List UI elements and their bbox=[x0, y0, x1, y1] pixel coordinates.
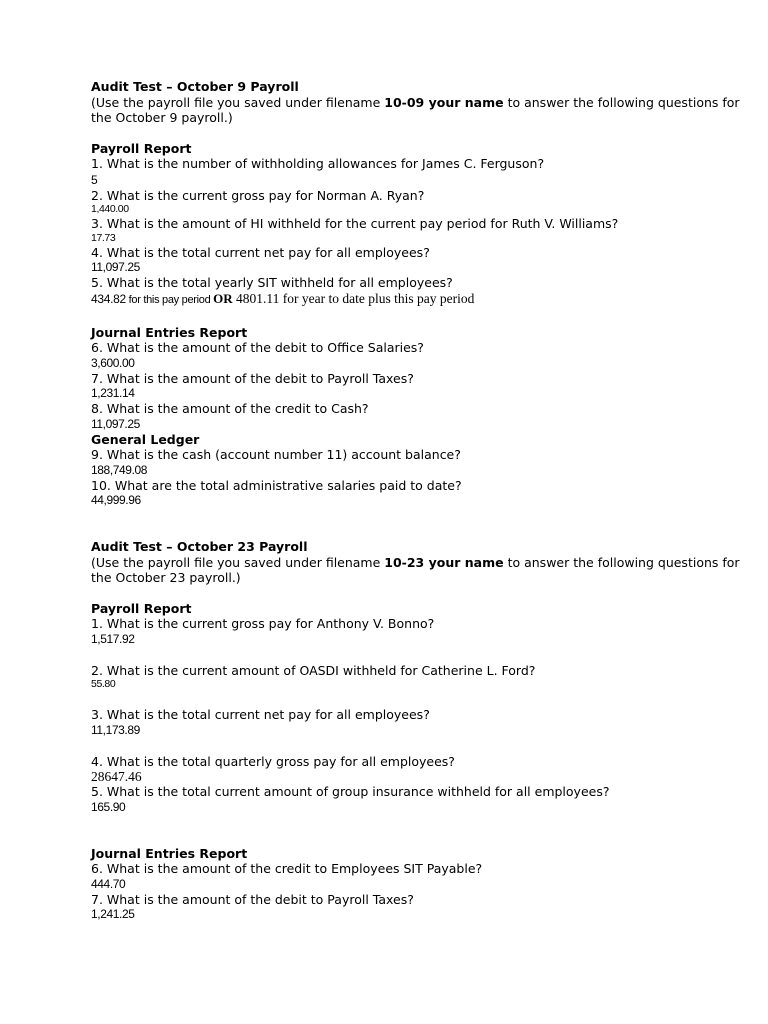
oct23-journal-heading: Journal Entries Report bbox=[91, 845, 248, 861]
oct9-answer-1: 5 bbox=[91, 172, 98, 187]
oct23-question-6: 6. What is the amount of the credit to Employees SIT Payable? bbox=[91, 861, 483, 876]
oct9-answer-10: 44,999.96 bbox=[91, 493, 141, 507]
oct9-question-10: 10. What are the total administrative salaries paid to date? bbox=[91, 477, 462, 493]
oct23-question-4: 4. What is the total quarterly gross pay for all employees? bbox=[91, 753, 455, 769]
oct23-answer-7: 1,241.25 bbox=[91, 907, 135, 921]
oct9-intro-filename: 10-09 your name bbox=[384, 94, 504, 110]
oct9-question-9: 9. What is the cash (account number 11) account balance? bbox=[91, 447, 461, 462]
oct9-intro-pre: (Use the payroll file you saved under filename bbox=[91, 94, 385, 110]
oct23-question-7: 7. What is the amount of the debit to Payroll Taxes? bbox=[91, 891, 414, 907]
oct23-answer-5: 165.90 bbox=[91, 799, 126, 814]
oct23-intro-post: to answer the following questions for the October 23 payroll.) bbox=[91, 554, 740, 585]
oct23-question-1: 1. What is the current gross pay for Anthony V. Bonno? bbox=[91, 616, 435, 631]
oct9-answer-4: 11,097.25 bbox=[91, 260, 140, 274]
oct23-question-5: 5. What is the total current amount of group insurance withheld for all employees? bbox=[91, 784, 610, 799]
oct9-intro bbox=[91, 95, 751, 126]
oct9-answer-7: 1,231.14 bbox=[91, 386, 135, 400]
oct9-answer-3: 17.73 bbox=[91, 231, 116, 244]
oct9-answer-5-value: 434.82 bbox=[91, 291, 126, 306]
oct23-title: Audit Test – October 23 Payroll bbox=[91, 539, 308, 554]
oct9-question-8: 8. What is the amount of the credit to Cash? bbox=[91, 401, 369, 416]
oct9-answer-8: 11,097.25 bbox=[91, 416, 140, 431]
oct23-answer-3: 11,173.89 bbox=[91, 722, 140, 737]
oct9-answer-5-text1: for this pay period bbox=[125, 293, 214, 306]
oct23-intro-filename: 10-23 your name bbox=[384, 554, 504, 570]
oct9-question-5: 5. What is the total yearly SIT withheld for all employees? bbox=[91, 275, 453, 290]
oct23-answer-6: 444.70 bbox=[91, 876, 126, 891]
oct23-answer-4: 28647.46 bbox=[91, 769, 142, 784]
oct9-section bbox=[91, 79, 751, 508]
document-page bbox=[91, 79, 751, 922]
oct23-answer-2: 55.80 bbox=[91, 678, 116, 690]
oct9-intro-post: to answer the following questions for the October 9 payroll.) bbox=[91, 94, 740, 125]
oct9-question-2: 2. What is the current gross pay for Norman A. Ryan? bbox=[91, 187, 425, 203]
oct9-question-3: 3. What is the amount of HI withheld for the current pay period for Ruth V. Williams? bbox=[91, 216, 619, 231]
oct9-title: Audit Test – October 9 Payroll bbox=[91, 79, 299, 94]
oct23-intro bbox=[91, 555, 751, 586]
oct9-question-6: 6. What is the amount of the debit to Office Salaries? bbox=[91, 340, 424, 355]
oct9-answer-2: 1,440.00 bbox=[91, 203, 129, 215]
oct9-journal-heading: Journal Entries Report bbox=[91, 324, 248, 340]
oct9-answer-5-or: OR bbox=[213, 290, 233, 306]
oct23-section bbox=[91, 539, 751, 922]
oct9-question-4: 4. What is the total current net pay for all employees? bbox=[91, 244, 430, 260]
oct9-answer-5-text2: 4801.11 for year to date plus this pay period bbox=[232, 290, 475, 306]
oct9-payroll-report-heading: Payroll Report bbox=[91, 140, 192, 156]
oct23-intro-pre: (Use the payroll file you saved under filename bbox=[91, 554, 385, 570]
oct9-ledger-heading: General Ledger bbox=[91, 431, 200, 447]
oct9-answer-6: 3,600.00 bbox=[91, 355, 135, 370]
oct9-question-7: 7. What is the amount of the debit to Payroll Taxes? bbox=[91, 370, 414, 386]
oct23-question-2: 2. What is the current amount of OASDI withheld for Catherine L. Ford? bbox=[91, 662, 536, 678]
oct9-answer-5 bbox=[91, 291, 751, 308]
oct23-answer-1: 1,517.92 bbox=[91, 631, 135, 646]
oct23-payroll-report-heading: Payroll Report bbox=[91, 600, 192, 616]
oct9-answer-9: 188,749.08 bbox=[91, 462, 148, 477]
oct9-question-1: 1. What is the number of withholding allowances for James C. Ferguson? bbox=[91, 156, 545, 171]
oct23-question-3: 3. What is the total current net pay for all employees? bbox=[91, 707, 430, 722]
